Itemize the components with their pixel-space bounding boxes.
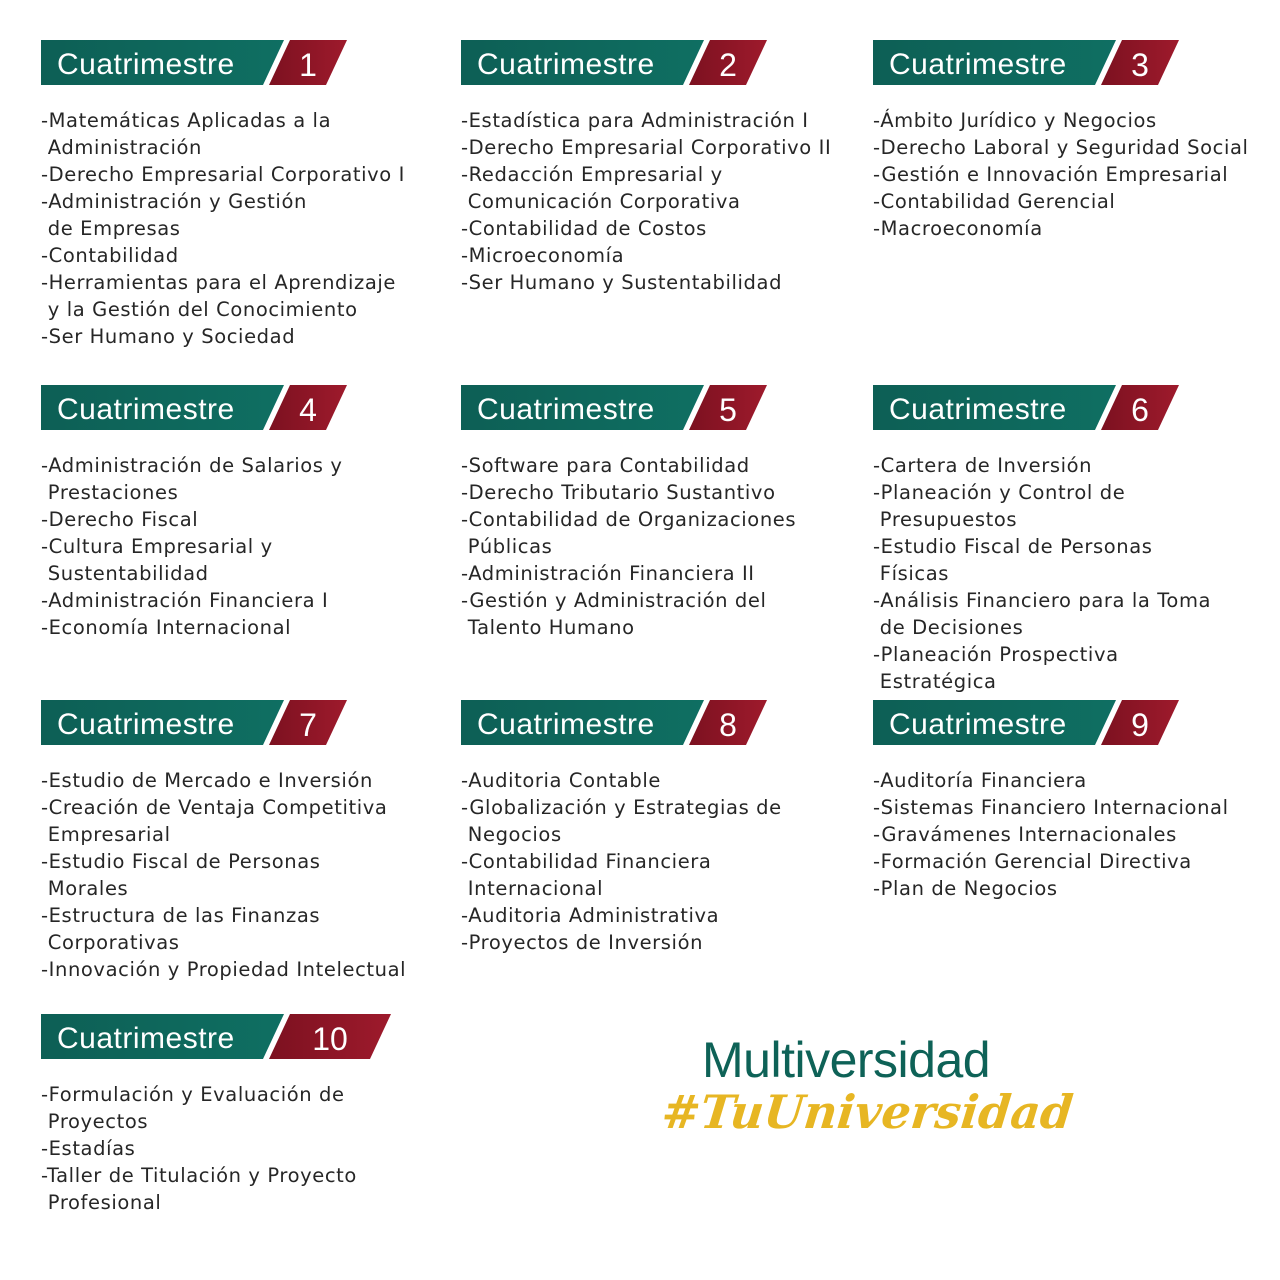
course-item: -Contabilidad Gerencial: [873, 190, 1116, 213]
cuatrimestre-label: Cuatrimestre: [889, 48, 1067, 81]
logo-wordmark: Multiversidad: [702, 1032, 991, 1088]
course-item: -Microeconomía: [461, 244, 625, 267]
course-item: -Análisis Financiero para la Toma: [873, 589, 1212, 612]
cuatrimestre-1: [41, 40, 405, 348]
course-list: [461, 452, 796, 641]
course-item: -Ser Humano y Sustentabilidad: [461, 271, 783, 294]
cuatrimestre-header: [461, 385, 767, 430]
course-item: -Contabilidad de Organizaciones: [461, 508, 797, 531]
course-item: -Formulación y Evaluación de: [41, 1083, 345, 1106]
cuatrimestre-number: 2: [719, 47, 737, 83]
course-item: Prestaciones: [41, 481, 179, 504]
course-item: -Proyectos de Inversión: [461, 931, 704, 954]
course-item: -Redacción Empresarial y: [461, 163, 723, 186]
cuatrimestre-2: [461, 40, 832, 294]
course-item: -Gravámenes Internacionales: [873, 823, 1177, 846]
cuatrimestre-label: Cuatrimestre: [889, 393, 1067, 426]
course-item: -Taller de Titulación y Proyecto: [41, 1164, 357, 1187]
cuatrimestre-number: 6: [1131, 392, 1149, 428]
course-item: y la Gestión del Conocimiento: [41, 298, 358, 321]
course-list: [461, 767, 782, 956]
cuatrimestre-number: 9: [1131, 707, 1149, 743]
course-item: -Auditoria Administrativa: [461, 904, 720, 927]
course-item: -Software para Contabilidad: [461, 454, 750, 477]
course-item: -Contabilidad de Costos: [461, 217, 707, 240]
cuatrimestre-number: 1: [299, 47, 317, 83]
course-item: de Decisiones: [873, 616, 1024, 639]
cuatrimestre-label: Cuatrimestre: [57, 708, 235, 741]
course-item: Presupuestos: [873, 508, 1018, 531]
course-list: [461, 107, 831, 296]
course-item: Estratégica: [873, 670, 997, 693]
cuatrimestre-label: Cuatrimestre: [477, 48, 655, 81]
logo-tagline: #TuUniversidad: [659, 1085, 1076, 1139]
course-item: Sustentabilidad: [41, 562, 209, 585]
course-item: Profesional: [41, 1191, 162, 1214]
course-item: Empresarial: [41, 823, 171, 846]
course-item: -Derecho Empresarial Corporativo I: [41, 163, 405, 186]
cuatrimestre-label: Cuatrimestre: [477, 393, 655, 426]
course-item: de Empresas: [41, 217, 181, 240]
course-item: -Planeación Prospectiva: [873, 643, 1119, 666]
cuatrimestre-number: 3: [1131, 47, 1149, 83]
course-item: -Estructura de las Finanzas: [41, 904, 321, 927]
cuatrimestre-8: [461, 700, 782, 954]
course-item: -Formación Gerencial Directiva: [873, 850, 1192, 873]
course-item: -Gestión e Innovación Empresarial: [873, 163, 1229, 186]
cuatrimestre-header: [461, 40, 767, 85]
cuatrimestre-6: [873, 385, 1212, 693]
course-item: Internacional: [461, 877, 604, 900]
course-item: -Sistemas Financiero Internacional: [873, 796, 1229, 819]
course-item: -Derecho Empresarial Corporativo II: [461, 136, 832, 159]
cuatrimestre-label: Cuatrimestre: [57, 48, 235, 81]
course-item: -Creación de Ventaja Competitiva: [41, 796, 388, 819]
cuatrimestre-header: [873, 385, 1179, 430]
course-item: -Estudio Fiscal de Personas: [873, 535, 1153, 558]
course-item: -Auditoría Financiera: [873, 769, 1087, 792]
cuatrimestre-header: [41, 700, 347, 745]
cuatrimestre-5: [461, 385, 797, 639]
multiversidad-logo: [659, 1030, 1082, 1150]
cuatrimestre-number: 5: [719, 392, 737, 428]
course-item: -Ámbito Jurídico y Negocios: [873, 109, 1157, 132]
cuatrimestre-label: Cuatrimestre: [57, 1022, 235, 1055]
cuatrimestre-header: [873, 700, 1179, 745]
course-item: Públicas: [461, 535, 553, 558]
course-item: -Macroeconomía: [873, 217, 1043, 240]
course-item: -Derecho Tributario Sustantivo: [461, 481, 776, 504]
course-item: -Planeación y Control de: [873, 481, 1126, 504]
course-list: [41, 452, 343, 641]
course-item: -Cartera de Inversión: [873, 454, 1093, 477]
course-item: -Globalización y Estrategias de: [461, 796, 782, 819]
course-item: Comunicación Corporativa: [461, 190, 741, 213]
cuatrimestre-10: [41, 1014, 391, 1214]
cuatrimestre-number: 7: [299, 707, 317, 743]
cuatrimestre-header: [461, 700, 767, 745]
course-item: Administración: [41, 136, 202, 159]
course-item: -Economía Internacional: [41, 616, 292, 639]
course-item: -Matemáticas Aplicadas a la: [41, 109, 332, 132]
cuatrimestre-label: Cuatrimestre: [57, 393, 235, 426]
course-item: -Cultura Empresarial y: [41, 535, 273, 558]
cuatrimestre-header: [41, 385, 347, 430]
course-item: -Auditoria Contable: [461, 769, 661, 792]
cuatrimestre-4: [41, 385, 347, 639]
course-item: -Administración de Salarios y: [41, 454, 343, 477]
course-item: Proyectos: [41, 1110, 149, 1133]
course-item: Talento Humano: [461, 616, 635, 639]
course-item: -Derecho Fiscal: [41, 508, 199, 531]
course-list: [873, 107, 1249, 242]
cuatrimestre-label: Cuatrimestre: [477, 708, 655, 741]
course-item: -Estudio Fiscal de Personas: [41, 850, 321, 873]
cuatrimestre-number: 10: [312, 1021, 348, 1057]
cuatrimestre-number: 8: [719, 707, 737, 743]
course-item: -Estadística para Administración I: [461, 109, 809, 132]
course-list: [873, 452, 1211, 695]
cuatrimestre-header: [873, 40, 1179, 85]
course-item: -Ser Humano y Sociedad: [41, 325, 296, 348]
cuatrimestre-header: [41, 40, 347, 85]
course-item: -Contabilidad Financiera: [461, 850, 712, 873]
cuatrimestre-label: Cuatrimestre: [889, 708, 1067, 741]
course-item: Físicas: [873, 562, 950, 585]
course-item: -Plan de Negocios: [873, 877, 1058, 900]
course-item: -Contabilidad: [41, 244, 179, 267]
course-list: [41, 767, 406, 983]
course-item: -Administración Financiera I: [41, 589, 329, 612]
course-item: -Administración y Gestión: [41, 190, 307, 213]
course-item: -Derecho Laboral y Seguridad Social: [873, 136, 1249, 159]
course-item: -Herramientas para el Aprendizaje: [41, 271, 397, 294]
course-item: -Gestión y Administración del: [461, 589, 767, 612]
cuatrimestre-3: [873, 40, 1249, 240]
course-list: [41, 1081, 357, 1216]
course-list: [41, 107, 405, 350]
course-item: Morales: [41, 877, 129, 900]
course-item: -Estudio de Mercado e Inversión: [41, 769, 373, 792]
course-item: -Innovación y Propiedad Intelectual: [41, 958, 407, 981]
course-item: Negocios: [461, 823, 562, 846]
course-item: Corporativas: [41, 931, 180, 954]
course-item: -Estadías: [41, 1137, 136, 1160]
cuatrimestre-9: [873, 700, 1229, 900]
cuatrimestre-header: [41, 1014, 391, 1059]
course-list: [873, 767, 1229, 902]
cuatrimestre-7: [41, 700, 407, 981]
cuatrimestre-number: 4: [299, 392, 317, 428]
course-item: -Administración Financiera II: [461, 562, 755, 585]
